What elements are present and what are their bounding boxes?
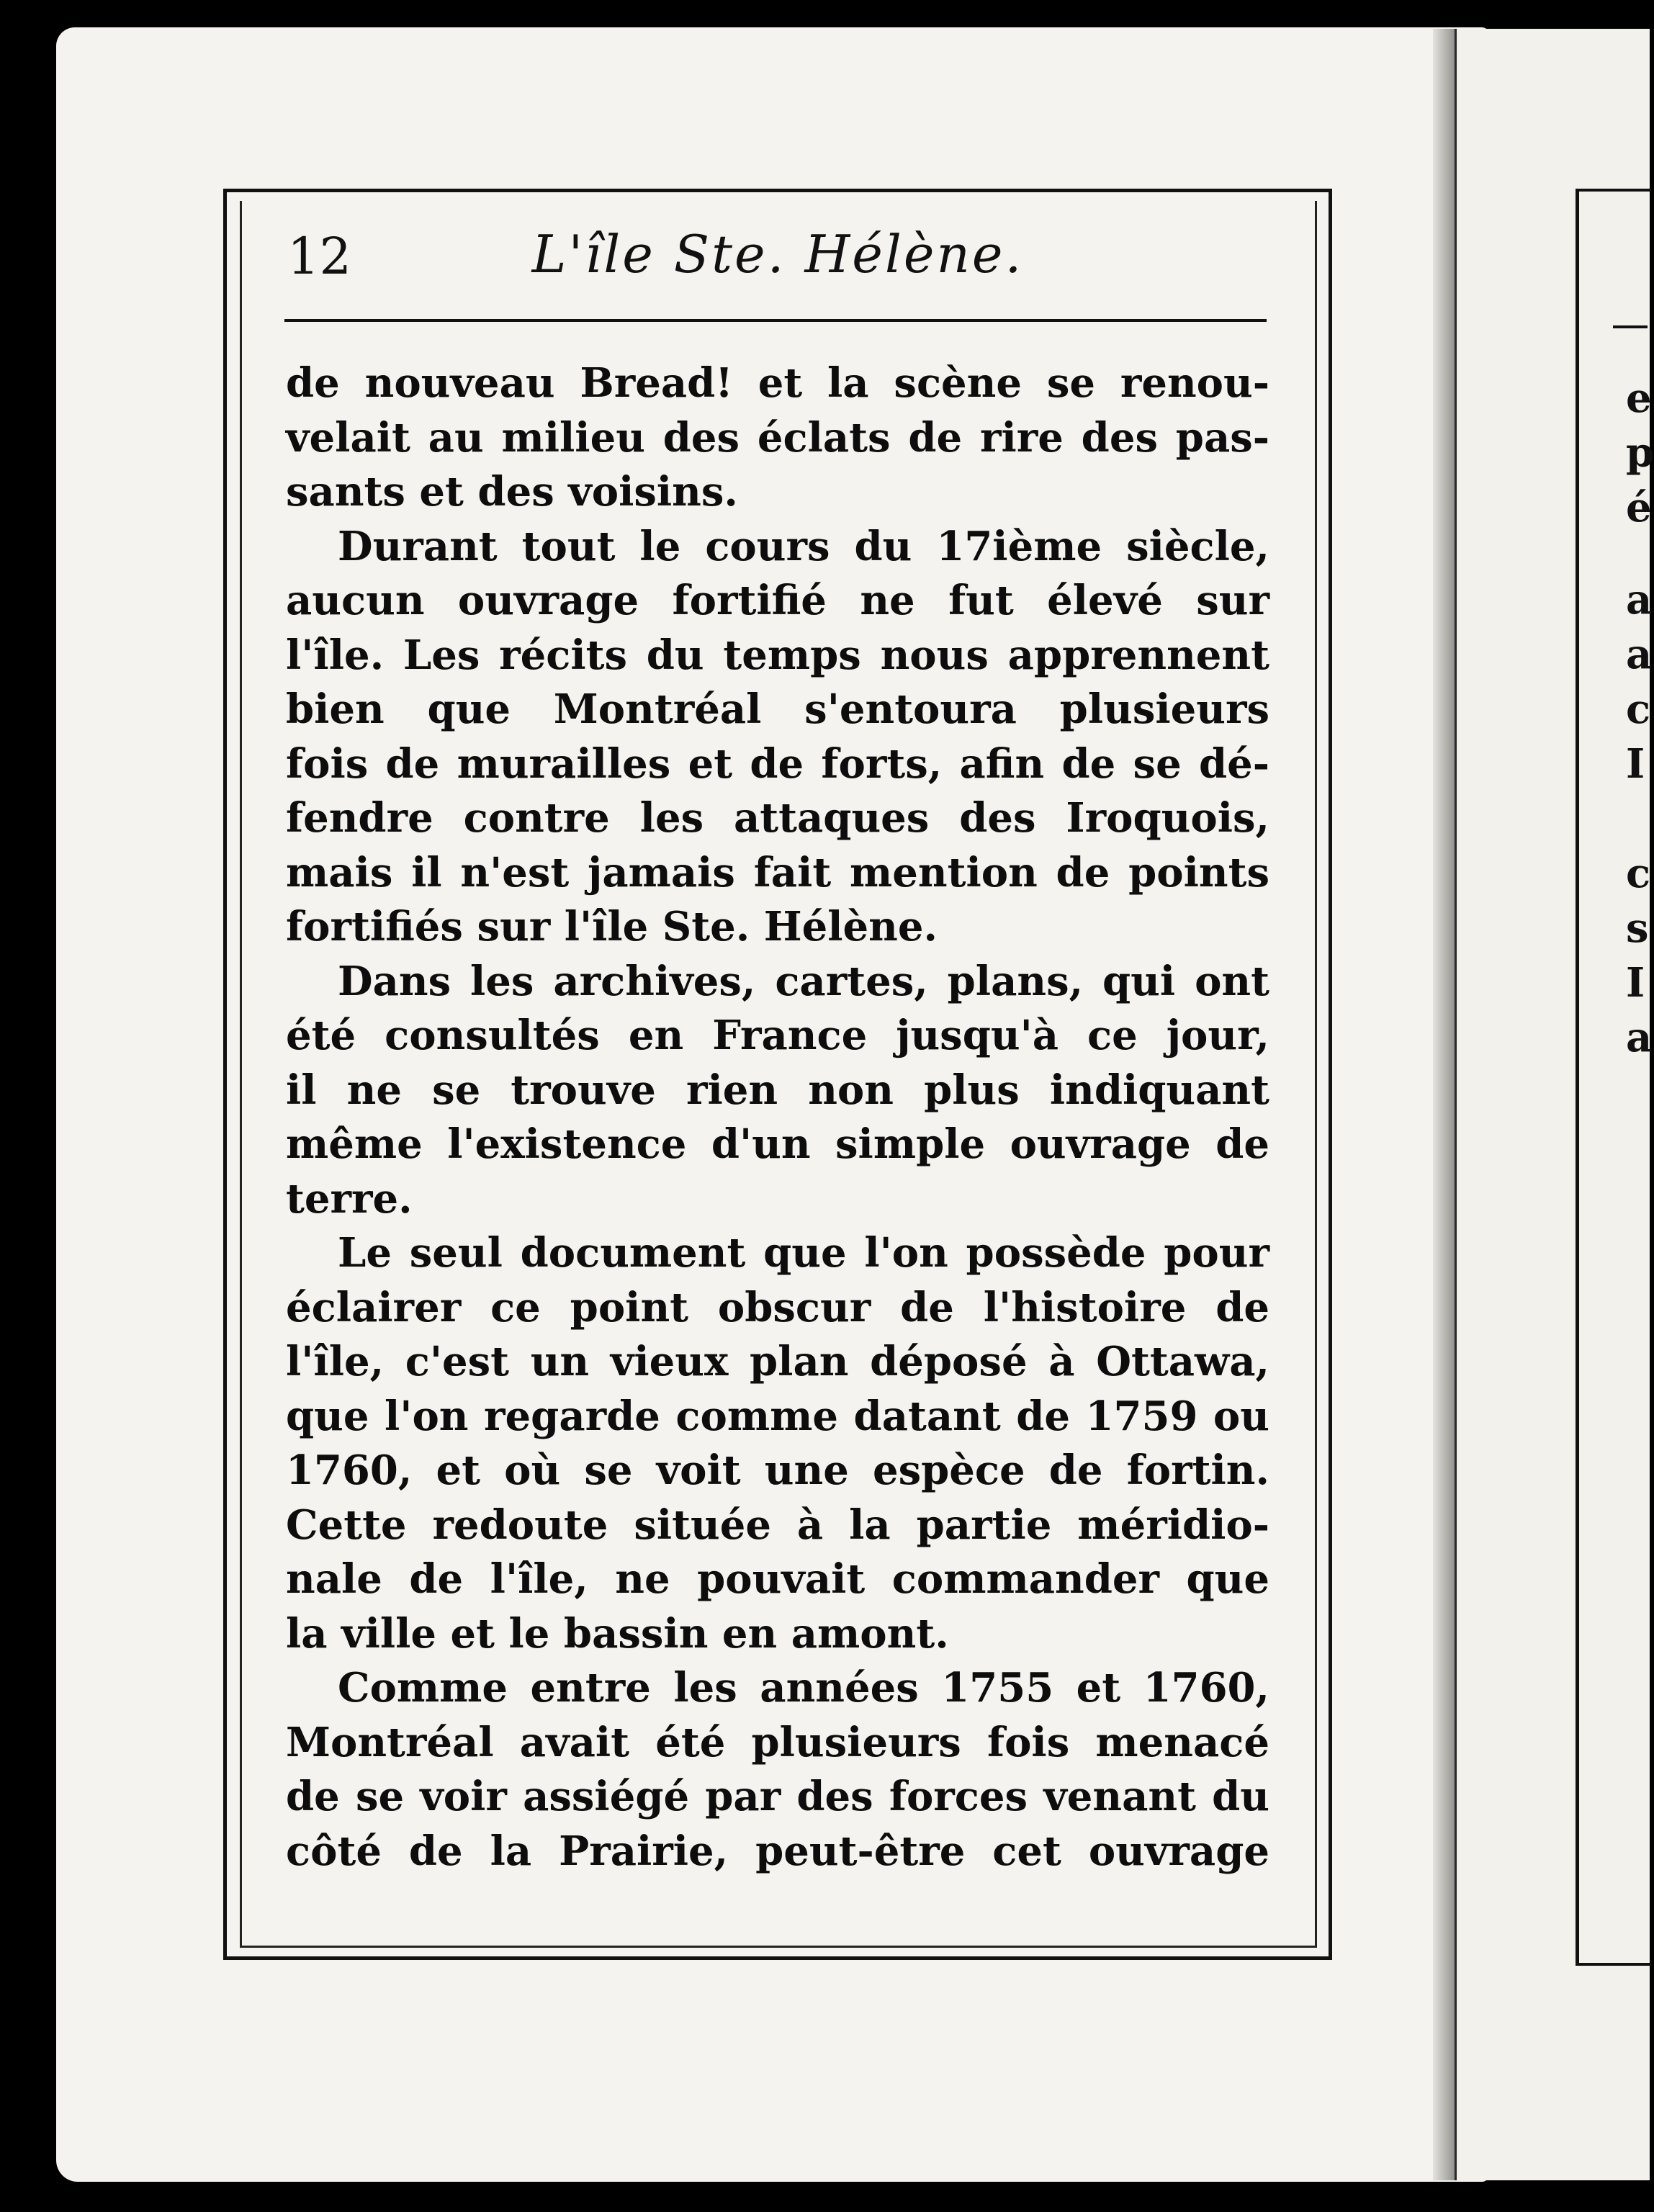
text-line: velait au milieu des éclats de rire des pas- <box>286 413 1269 462</box>
facing-page-char: a <box>1626 631 1653 678</box>
text-line: il ne se trouve rien non plus indiquant <box>286 1066 1269 1114</box>
body-text <box>286 356 1269 1879</box>
header-rule <box>284 319 1267 322</box>
text-line: Montréal avait été plusieurs fois menacé <box>286 1718 1269 1766</box>
text-line: que l'on regarde comme datant de 1759 ou <box>286 1392 1269 1440</box>
text-line: nale de l'île, ne pouvait commander que <box>286 1555 1269 1603</box>
facing-page-char: p <box>1626 429 1654 477</box>
text-line: de se voir assiégé par des forces venant du <box>286 1773 1269 1820</box>
text-line: fois de murailles et de forts, afin de se dé- <box>286 739 1269 788</box>
facing-page-char: e <box>1626 374 1652 422</box>
text-line: côté de la Prairie, peut-être cet ouvrage <box>286 1827 1269 1875</box>
facing-page-char: a <box>1626 576 1653 624</box>
text-line: l'île, c'est un vieux plan déposé à Ottawa, <box>286 1338 1269 1385</box>
text-line: terre. <box>286 1174 413 1223</box>
text-line: Comme entre les années 1755 et 1760, <box>338 1664 1269 1712</box>
facing-page-char: é <box>1626 484 1652 531</box>
text-line: Dans les archives, cartes, plans, qui ont <box>338 957 1269 1005</box>
facing-page-char: a <box>1626 1014 1653 1061</box>
text-line: mais il n'est jamais fait mention de points <box>286 848 1269 896</box>
facing-page-char: I <box>1626 740 1645 788</box>
text-frame <box>223 189 1332 1960</box>
running-title: L'île Ste. Hélène. <box>531 224 1024 284</box>
text-line: sants et des voisins. <box>286 468 738 516</box>
facing-page-char: c <box>1626 685 1651 733</box>
text-line: Cette redoute située à la partie méridio- <box>286 1501 1269 1549</box>
facing-page-rule <box>1613 325 1648 328</box>
text-line: fendre contre les attaques des Iroquois, <box>286 794 1269 842</box>
text-line: fortifiés sur l'île Ste. Hélène. <box>286 903 938 950</box>
text-line: 1760, et où se voit une espèce de fortin. <box>286 1447 1269 1494</box>
page-number: 12 <box>287 227 352 286</box>
facing-page-char: I <box>1626 959 1645 1007</box>
text-line: de nouveau Bread! et la scène se renou- <box>286 359 1269 407</box>
facing-page-char: c <box>1626 850 1651 897</box>
text-line: aucun ouvrage fortifié ne fut élevé sur <box>286 577 1269 624</box>
text-line: la ville et le bassin en amont. <box>286 1609 949 1658</box>
facing-page-char: s <box>1626 904 1649 952</box>
text-line: Durant tout le cours du 17ième siècle, <box>338 522 1269 570</box>
text-line: l'île. Les récits du temps nous apprennent <box>286 631 1269 679</box>
text-line: Le seul document que l'on possède pour <box>338 1229 1269 1277</box>
text-line: éclairer ce point obscur de l'histoire de <box>286 1283 1269 1331</box>
text-line: bien que Montréal s'entoura plusieurs <box>286 685 1269 733</box>
text-line: même l'existence d'un simple ouvrage de <box>286 1120 1269 1168</box>
text-line: été consultés en France jusqu'à ce jour, <box>286 1012 1269 1059</box>
